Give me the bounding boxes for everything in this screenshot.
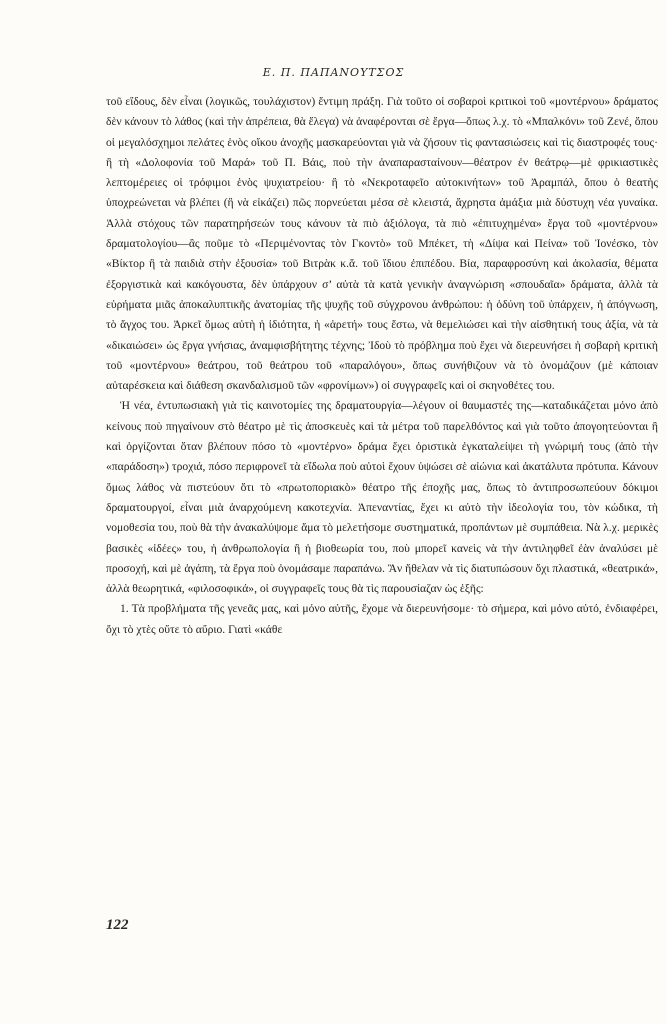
paragraph: Ἡ νέα, ἐντυπωσιακὴ γιὰ τὶς καινοτομίες της δραματουργία—λέγουν οἱ θαυμαστές της—καταδικάζεται μόνο ἀπὸ κείνους ποὺ πηγαίνουν στὸ θέατρο μὲ τὶς ἀποσκευὲς καὶ τὰ μέτρα τοῦ παρελθόντος καὶ γιὰ τοῦτο ἀπογοητεύονται ἢ καὶ ὀργίζονται ὅταν βλέπουν πόσο τὸ «μοντέρνο» δράμα ἔχει ὁριστικὰ ἐγκαταλείψει τὴ γνώριμή τους (ἀπὸ τὴν «παράδοση») τροχιά, πόσο περιφρονεῖ τὰ εἴδωλα ποὺ αὐτοὶ ἔχουν ὑψώσει σὲ αἰώνια καὶ ἀκατάλυτα πρότυπα. Κάνουν ὅμως λάθος νὰ πιστεύουν ὅτι τὸ «πρωτοποριακὸ» θέατρο τῆς ἐποχῆς μας, ὅπως τὸ ἀντιπροσωπεύουν δόκιμοι δραματουργοί, εἶναι μιὰ ἀναρχούμενη κακοτεχνία. Ἀπεναντίας, ἔχει κι αὐτὸ τὴν ἰδεολογία του, τὸν κώδικα, τὴ νομοθεσία του, ποὺ θὰ τὴν ἀνακαλύψομε ἅμα τὸ μελετήσομε συστηματικά, προπάντων μὲ συμπάθεια. Νὰ λ.χ. μερικὲς βασικὲς «ἰδέες» του, ἡ ἀνθρωπολογία ἢ ἡ βιοθεωρία του, ποὺ μπορεῖ κανεὶς νὰ τὴν ἀντιληφθεῖ ἐὰν ἀναλύσει μὲ προσοχή, καὶ μὲ ἀγάπη, τὰ ἔργα ποὺ ὀνομάσαμε παραπάνω. Ἂν ἤθελαν νὰ τὶς διατυπώσουν ὄχι πλαστικά, «θεατρικά», ἀλλὰ θεωρητικά, «φιλοσοφικά», οἱ συγγραφεῖς τους θὰ τὶς παρουσίαζαν ὡς ἑξῆς: xyxy=(106,399,658,596)
page-number: 122 xyxy=(106,917,129,933)
running-head: Ε. Π. ΠΑΠΑΝΟΥΤΣΟΣ xyxy=(262,66,405,79)
paragraph: τοῦ εἴδους, δὲν εἶναι (λογικῶς, τουλάχιστον) ἔντιμη πράξη. Γιὰ τοῦτο οἱ σοβαροὶ κριτικοὶ τοῦ «μοντέρνου» δράματος δὲν κάνουν τὸ λάθος (καὶ τὴν ἀπρέπεια, θὰ ἔλεγα) νὰ ἀναφέρονται σὲ ἔργα—ὅπως λ.χ. τὸ «Μπαλκόνι» τοῦ Ζενέ, ὅπου οἱ μεγαλόσχημοι πελάτες ἑνὸς οἴκου ἀνοχῆς μασκαρεύονται γιὰ νὰ ζήσουν τὶς φαντασιώσεις καὶ τὶς διαστροφές τους· ἢ τὴ «Δολοφονία τοῦ Μαρά» τοῦ Π. Βάις, ποὺ τὴν ἀναπαρασταίνουν—θέατρον ἐν θεάτρῳ—μὲ φρικιαστικὲς λεπτομέρειες οἱ τρόφιμοι ἑνὸς ψυχιατρείου· ἢ τὸ «Νεκροταφεῖο αὐτοκινήτων» τοῦ Ἀραμπάλ, ὅπου ὁ θεατὴς ὑποχρεώνεται νὰ βλέπει (ἢ νὰ εἰκάζει) πῶς πορνεύεται μέσα σὲ κλειστά, ἄχρηστα ἁμάξια μιὰ δύστυχη νέα γυναίκα. Ἀλλὰ στόχους τῶν παρατηρήσεών τους κάνουν τὰ πιὸ ἀξιόλογα, τὰ πιὸ «ἐπιτυχημένα» ἔργα τοῦ «μοντέρνου» δραματολογίου—ἂς ποῦμε τὸ «Περιμένοντας τὸν Γκοντὸ» τοῦ Μπέκετ, τὴ «Δίψα καὶ Πείνα» τοῦ Ἰονέσκο, τὸν «Βίκτορ ἢ τὰ παιδιὰ στὴν ἐξουσία» τοῦ Βιτρὰκ κ.ἄ. τοῦ ἴδιου ἐπιπέδου. Βία, παραφροσύνη καὶ ἀκολασία, θέματα ἐξοργιστικὰ καὶ κακόγουστα, δὲν ὑπάρχουν σ’ αὐτὰ τὰ κατὰ γενικὴν ἀναγνώριση «σπουδαῖα» δράματα, ἀλλὰ τὰ εὑρήματα μιᾶς ἀποκαλυπτικῆς ἀνατομίας τῆς ψυχῆς τοῦ σύγχρονου ἀνθρώπου: ἡ ὀδύνη τοῦ ὑπάρχειν, ἡ ἀπόγνωση, τὸ ἄγχος του. Ἀρκεῖ ὅμως αὐτὴ ἡ ἰδιότητα, ἡ «ἀρετή» τους ἔστω, νὰ θεμελιώσει καὶ τὴν αἰσθητική τους ἀξία, νὰ τὰ «δικαιώσει» ὡς ἔργα γνήσιας, ἀναμφισβήτητης τέχνης; Ἰδοὺ τὸ πρόβλημα ποὺ ἔχει νὰ διερευνήσει ἡ σοβαρὴ κριτικὴ τοῦ «μοντέρνου» θεάτρου, τοῦ θεάτρου τοῦ «παραλόγου», ὅπως συνήθιζουν νὰ τὸ ὀνομάζουν (μὲ κάποιαν αὐταρέσκεια καὶ διάθεση σκανδαλισμοῦ τῶν «φρονίμων») οἱ συγγραφεῖς καὶ οἱ σκηνοθέτες του. xyxy=(106,95,658,393)
body-text xyxy=(106,92,658,640)
paragraph: 1. Τὰ προβλήματα τῆς γενεᾶς μας, καὶ μόνο αὐτῆς, ἔχομε νὰ διερευνήσομε· τὸ σήμερα, καὶ μόνο αὐτό, ἐνδιαφέρει, ὄχι τὸ χτὲς οὔτε τὸ αὔριο. Γιατὶ «κάθε xyxy=(106,602,658,636)
